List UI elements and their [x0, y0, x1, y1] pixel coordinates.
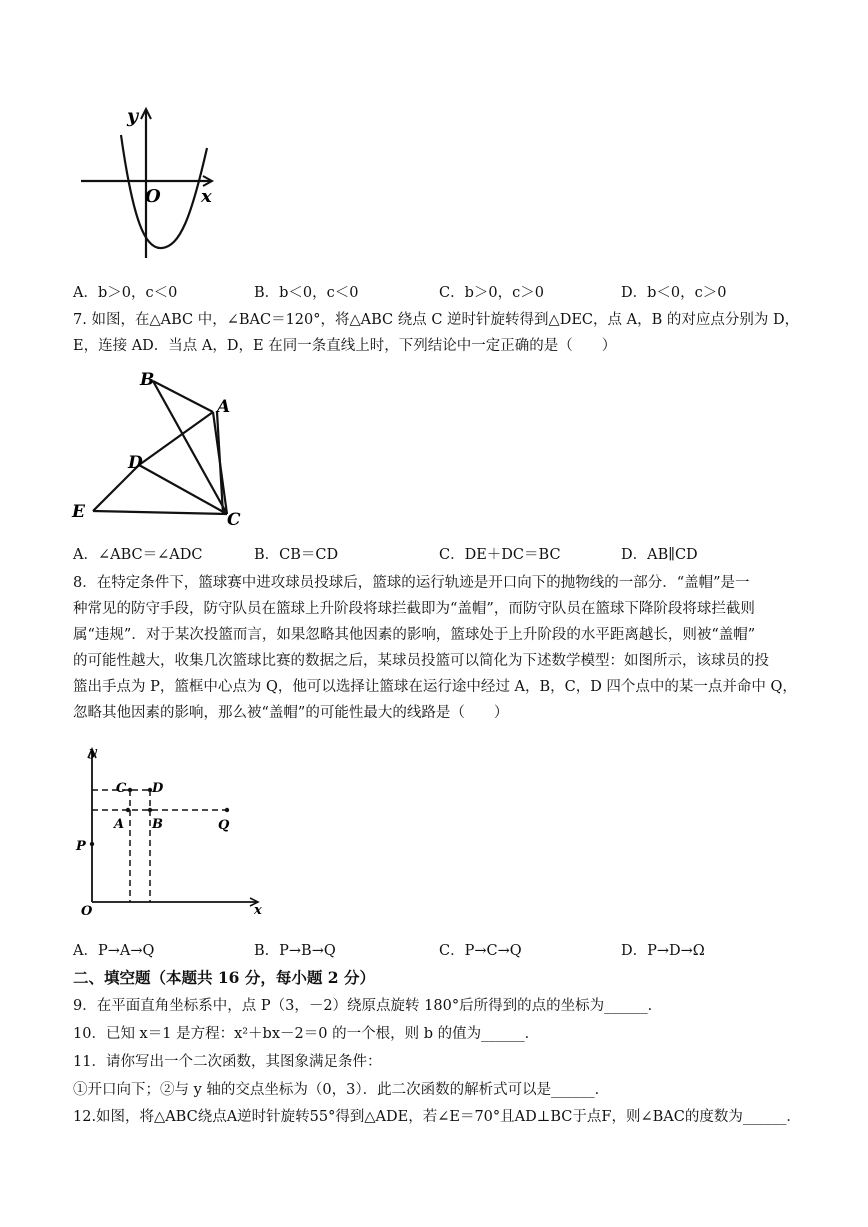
q7-text-line-2: E，连接 AD．当点 A，D，E 在同一条直线上时，下列结论中一定正确的是（ ）: [73, 338, 617, 354]
q8-label-x: x: [254, 903, 262, 918]
q6-option-b[interactable]: B．b＜0，c＜0: [254, 285, 359, 301]
q8-label-d: D: [152, 781, 164, 796]
q8-text-line-4: 的可能性越大，收集几次篮球比赛的数据之后，某球员投篮可以简化为下述数学模型：如图所示，该球员的投: [73, 653, 769, 669]
q11-text-line-1: 11．请你写出一个二次函数，其图象满足条件：: [73, 1054, 382, 1070]
q8-label-c: C: [116, 781, 127, 796]
q7-label-a: A: [217, 397, 231, 417]
q7-label-e: E: [72, 502, 85, 522]
section-2-heading: 二、填空题（本题共 16 分，每小题 2 分）: [73, 968, 375, 987]
q8-option-a[interactable]: A．P→A→Q: [73, 943, 155, 959]
q11-text-line-2: ①开口向下；②与 y 轴的交点坐标为（0，3）．此二次函数的解析式可以是______．: [73, 1082, 610, 1098]
q7-option-d[interactable]: D．AB∥CD: [621, 547, 698, 563]
q8-text-line-1: 8．在特定条件下，篮球赛中进攻球员投球后，篮球的运行轨迹是开口向下的抛物线的一部分．“盖帽”是一: [73, 575, 750, 591]
q7-label-b: B: [140, 370, 155, 390]
q10-text: 10．已知 x＝1 是方程：x²＋bx－2＝0 的一个根，则 b 的值为______．: [73, 1026, 540, 1042]
q7-label-c: C: [227, 510, 241, 530]
q8-option-c[interactable]: C．P→C→Q: [439, 943, 522, 959]
q7-text-line-1: 7. 如图，在△ABC 中，∠BAC＝120°，将△ABC 绕点 C 逆时针旋转得到△DEC，点 A，B 的对应点分别为 D，: [73, 312, 800, 328]
q6-option-d[interactable]: D．b＜0，c＞0: [621, 285, 727, 301]
q8-text-line-3: 属“违规”．对于某次投篮而言，如果忽略其他因素的影响，篮球处于上升阶段的水平距离越长，则被“盖帽”: [73, 627, 756, 643]
q8-option-b[interactable]: B．P→B→Q: [254, 943, 336, 959]
q8-label-p: P: [76, 839, 86, 854]
q8-label-b: B: [152, 817, 163, 832]
q8-label-q: Q: [218, 818, 230, 833]
q6-option-c[interactable]: C．b＞0，c＞0: [439, 285, 544, 301]
q12-text: 12.如图，将△ABC绕点A逆时针旋转55°得到△ADE，若∠E＝70°且AD⊥BC于点F，则∠BAC的度数为______．: [73, 1109, 801, 1125]
q8-text-line-6: 忽略其他因素的影响，那么被“盖帽”的可能性最大的线路是（ ）: [73, 705, 509, 721]
q8-label-o: O: [81, 904, 93, 919]
q7-option-c[interactable]: C．DE＋DC＝BC: [439, 547, 561, 563]
q7-label-d: D: [128, 453, 143, 473]
q7-option-a[interactable]: A．∠ABC＝∠ADC: [73, 547, 203, 563]
q9-text: 9．在平面直角坐标系中，点 P（3，－2）绕原点旋转 180°后所得到的点的坐标为______．: [73, 998, 663, 1014]
q6-option-a[interactable]: A．b＞0，c＜0: [73, 285, 178, 301]
q8-label-a: A: [114, 817, 125, 832]
q8-text-line-2: 种常见的防守手段，防守队员在篮球上升阶段将球拦截即为“盖帽”，而防守队员在篮球下降阶段将球拦截则: [73, 601, 755, 617]
q8-label-y: y: [89, 745, 97, 760]
q6-parabola-graph: [75, 100, 225, 265]
q8-option-d[interactable]: D．P→D→Ω: [621, 943, 705, 959]
q8-coordinate-figure: [72, 740, 272, 920]
q7-option-b[interactable]: B．CB＝CD: [254, 547, 339, 563]
q6-x-label: x: [201, 186, 212, 207]
q7-triangle-figure: [65, 365, 255, 530]
q6-parabola-curve: [121, 135, 207, 248]
q8-text-line-5: 篮出手点为 P，篮框中心点为 Q，他可以选择让篮球在运行途中经过 A，B，C，D 四个点中的某一点并命中 Q，: [73, 679, 797, 695]
q6-y-label: y: [127, 105, 139, 127]
q6-origin-label: O: [145, 186, 161, 207]
